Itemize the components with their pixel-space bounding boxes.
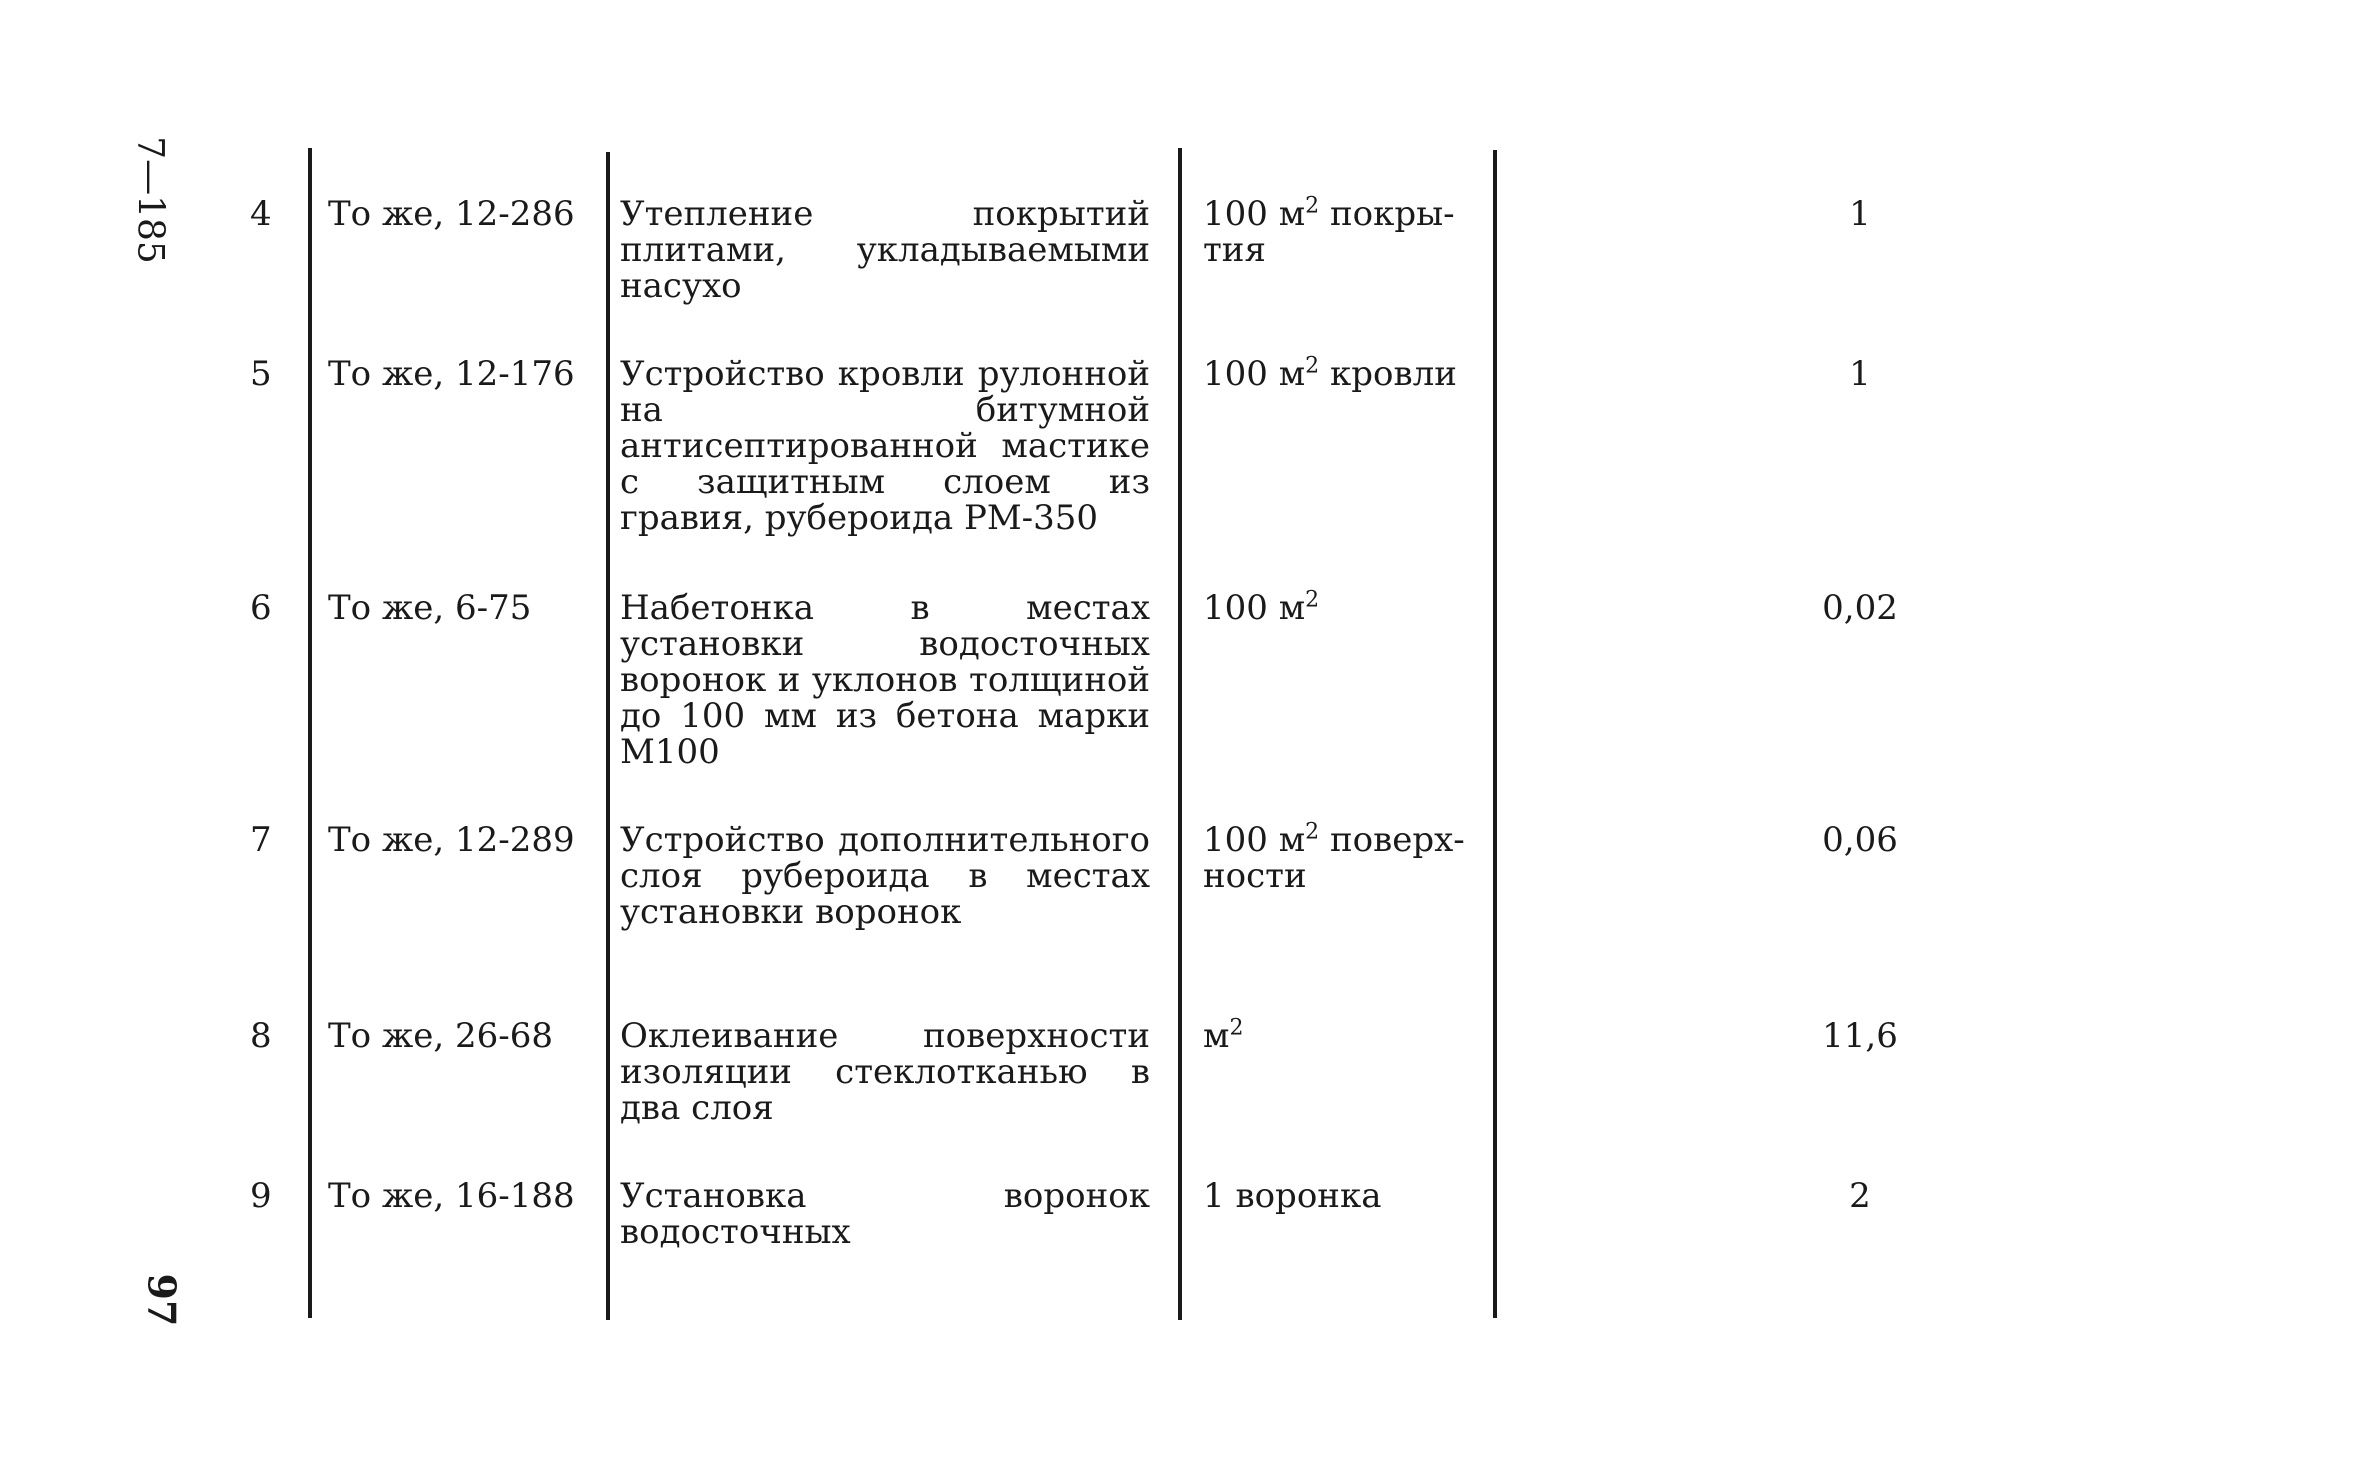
margin-document-code: 7—185 — [129, 136, 171, 264]
row-reference: То же, 12-289 — [328, 820, 575, 860]
column-rule-1 — [308, 148, 312, 1318]
row-reference: То же, 26-68 — [328, 1016, 553, 1056]
row-number: 9 — [250, 1176, 272, 1216]
column-rule-3 — [1178, 148, 1182, 1320]
row-quantity: 0,06 — [1822, 820, 1898, 860]
row-description: Устройство кровли рулонной на битумной антисептированной мастике с защитным слоем из гравия, рубероида РМ-350 — [620, 354, 1150, 538]
row-unit — [1203, 1015, 1473, 1056]
unit-superscript: 2 — [1229, 1015, 1244, 1041]
row-unit — [1203, 1178, 1473, 1214]
row-quantity: 11,6 — [1822, 1016, 1898, 1056]
row-number: 5 — [250, 354, 272, 394]
column-rule-4 — [1493, 150, 1497, 1318]
unit-rest: покры-тия — [1203, 194, 1455, 270]
row-number: 6 — [250, 588, 272, 628]
unit-superscript: 2 — [1305, 193, 1320, 219]
row-number: 8 — [250, 1016, 272, 1056]
row-number: 4 — [250, 194, 272, 234]
unit-rest: кровли — [1319, 354, 1457, 394]
unit-superscript: 2 — [1305, 819, 1320, 845]
row-quantity: 1 — [1849, 354, 1871, 394]
unit-base: 100 м — [1203, 354, 1306, 394]
unit-base: 1 воронка — [1203, 1176, 1382, 1216]
row-quantity: 0,02 — [1822, 588, 1898, 628]
row-reference: То же, 6-75 — [328, 588, 532, 628]
unit-base: 100 м — [1203, 588, 1306, 628]
row-unit — [1203, 587, 1473, 628]
row-quantity: 2 — [1849, 1176, 1871, 1216]
row-description: Оклеивание поверхности изоляции стеклотканью в два слоя — [620, 1016, 1150, 1128]
row-unit — [1203, 819, 1473, 896]
row-description: Утепление покрытий плитами, укладываемыми насухо — [620, 194, 1150, 306]
unit-base: м — [1203, 1016, 1230, 1056]
row-description: Набетонка в местах установки водосточных воронок и уклонов толщиной до 100 мм из бетона марки М100 — [620, 588, 1150, 772]
row-unit — [1203, 193, 1473, 270]
row-quantity: 1 — [1849, 194, 1871, 234]
column-rule-2 — [606, 152, 610, 1320]
row-unit — [1203, 353, 1473, 394]
unit-superscript: 2 — [1305, 587, 1320, 613]
unit-superscript: 2 — [1305, 353, 1320, 379]
margin-page-number: 97 — [139, 1273, 185, 1327]
unit-base: 100 м — [1203, 820, 1306, 860]
row-description: Установка воронок водосточных — [620, 1176, 1150, 1252]
row-description: Устройство дополнительного слоя рубероида в местах установки воронок — [620, 820, 1150, 932]
unit-base: 100 м — [1203, 194, 1306, 234]
row-reference: То же, 16-188 — [328, 1176, 575, 1216]
row-reference: То же, 12-286 — [328, 194, 575, 234]
unit-rest: поверх-ности — [1203, 820, 1465, 896]
row-reference: То же, 12-176 — [328, 354, 575, 394]
row-number: 7 — [250, 820, 272, 860]
